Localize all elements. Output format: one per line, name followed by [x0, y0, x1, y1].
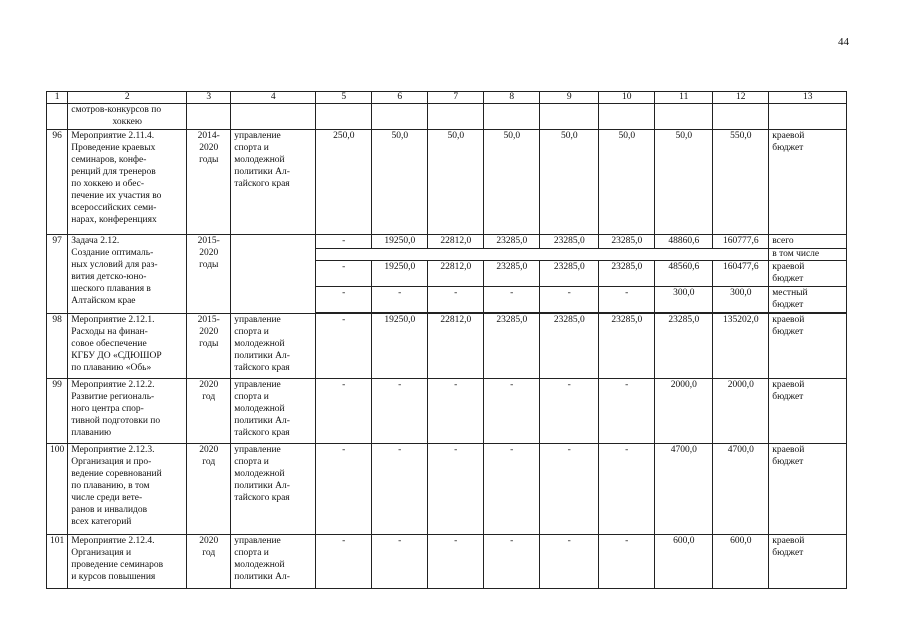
text-line: год — [202, 392, 216, 402]
text-line: бюджет — [772, 548, 804, 558]
value-cell: - — [484, 287, 540, 313]
table-row — [47, 444, 847, 535]
value-cell: - — [599, 287, 655, 313]
funding-source — [769, 379, 847, 444]
text-line: управление — [234, 536, 281, 546]
text-line: числе среди вете- — [71, 493, 143, 503]
column-header: 4 — [231, 92, 316, 104]
value-cell: - — [316, 535, 372, 589]
text-line: тайского края — [234, 428, 290, 438]
funding-source — [769, 535, 847, 589]
text-line: по хоккею и обес- — [71, 179, 145, 189]
text-line: плаванию — [71, 428, 112, 438]
text-line: управление — [234, 315, 281, 325]
row-number: 97 — [47, 235, 68, 314]
text-line: 2020 — [199, 248, 219, 258]
text-line: спорта и — [234, 143, 269, 153]
funding-source: краевой бюджет — [769, 261, 847, 287]
text-line: молодежной — [234, 560, 285, 570]
text-line: 2020 — [199, 536, 219, 546]
text-line: 2020 — [199, 380, 219, 390]
text-line: бюджет — [772, 143, 804, 153]
row-number: 98 — [47, 314, 68, 379]
text-line: всероссийских семи- — [71, 203, 157, 213]
years — [187, 314, 231, 379]
text-line: шеского плавания в — [71, 284, 151, 294]
text-line: управление — [234, 380, 281, 390]
cell — [484, 104, 540, 130]
value-cell: 550,0 — [713, 130, 769, 235]
column-header: 12 — [713, 92, 769, 104]
activity-description — [68, 314, 187, 379]
text-line: год — [202, 457, 216, 467]
cell — [599, 104, 655, 130]
text-line: год — [202, 548, 216, 558]
funding-source: в том числе — [769, 249, 847, 261]
activity-description — [68, 444, 187, 535]
executor — [231, 235, 316, 314]
text-line: семинаров, конфе- — [71, 155, 147, 165]
text-line: нарах, конференциях — [71, 215, 157, 225]
value-cell: - — [428, 379, 484, 444]
value-cell: - — [316, 314, 372, 379]
text-line: молодежной — [234, 155, 285, 165]
value-cell: 48860,6 — [655, 235, 713, 249]
value-cell: 19250,0 — [372, 314, 428, 379]
text-line: 2020 — [199, 143, 219, 153]
funding-source — [769, 130, 847, 235]
executor — [231, 314, 316, 379]
cell — [655, 104, 713, 130]
value-cell: 50,0 — [655, 130, 713, 235]
column-header: 10 — [599, 92, 655, 104]
task-description — [68, 235, 187, 314]
text-line: краевой — [772, 536, 805, 546]
column-header: 6 — [372, 92, 428, 104]
value-cell: - — [372, 444, 428, 535]
years — [187, 235, 231, 314]
table-row — [47, 535, 847, 589]
table-row — [47, 235, 847, 249]
text-line: ных условий для раз- — [71, 260, 158, 270]
text-line: ведение соревнований — [71, 469, 162, 479]
cell — [428, 104, 484, 130]
text-line: годы — [199, 339, 219, 349]
value-cell: - — [428, 535, 484, 589]
cell — [540, 104, 599, 130]
text-line: краевой — [772, 131, 805, 141]
text-line: спорта и — [234, 327, 269, 337]
funding-source — [769, 444, 847, 535]
text-line: спорта и — [234, 457, 269, 467]
value-cell: 22812,0 — [428, 314, 484, 379]
value-cell: - — [599, 444, 655, 535]
cell — [316, 249, 769, 261]
text-line: годы — [199, 155, 219, 165]
value-cell: - — [540, 444, 599, 535]
executor — [231, 535, 316, 589]
value-cell: - — [316, 444, 372, 535]
text-line: краевой — [772, 315, 805, 325]
value-cell: 4700,0 — [655, 444, 713, 535]
carryover-text: смотров-конкурсов по хоккею — [68, 104, 187, 130]
text-line: тайского края — [234, 179, 290, 189]
text-line: вития детско-юно- — [71, 272, 147, 282]
funding-source: местный бюджет — [769, 287, 847, 313]
value-cell: 48560,6 — [655, 261, 713, 287]
cell — [47, 104, 68, 130]
activity-description — [68, 130, 187, 235]
text-line: ранов и инвалидов — [71, 505, 148, 515]
activity-description — [68, 379, 187, 444]
text-line: годы — [199, 260, 219, 270]
funding-source — [769, 314, 847, 379]
table-row — [47, 314, 847, 379]
text-line: Создание оптималь- — [71, 248, 154, 258]
value-cell: 135202,0 — [713, 314, 769, 379]
value-cell: 50,0 — [428, 130, 484, 235]
column-header: 1 — [47, 92, 68, 104]
row-number: 101 — [47, 535, 68, 589]
value-cell: - — [316, 379, 372, 444]
text-line: бюджет — [772, 327, 804, 337]
value-cell: 23285,0 — [599, 235, 655, 249]
text-line: ного центра спор- — [71, 404, 144, 414]
executor — [231, 130, 316, 235]
cell — [769, 104, 847, 130]
value-cell: 160477,6 — [713, 261, 769, 287]
table-row — [47, 104, 847, 130]
value-cell: 22812,0 — [428, 235, 484, 249]
text-line: молодежной — [234, 404, 285, 414]
text-line: всех категорий — [71, 517, 132, 527]
text-line: спорта и — [234, 548, 269, 558]
text-line: ренций для тренеров — [71, 167, 156, 177]
row-number: 96 — [47, 130, 68, 235]
text-line: политики Ал- — [234, 416, 290, 426]
value-cell: 23285,0 — [540, 235, 599, 249]
value-cell: 23285,0 — [484, 314, 540, 379]
text-line: Организация и про- — [71, 457, 152, 467]
text-line: управление — [234, 445, 281, 455]
column-header: 2 — [68, 92, 187, 104]
text-line: политики Ал- — [234, 351, 290, 361]
value-cell: - — [372, 287, 428, 313]
value-cell: 23285,0 — [599, 314, 655, 379]
text-line: молодежной — [234, 469, 285, 479]
cell — [713, 104, 769, 130]
value-cell: 160777,6 — [713, 235, 769, 249]
value-cell: 19250,0 — [372, 235, 428, 249]
value-cell: 600,0 — [713, 535, 769, 589]
text-line: молодежной — [234, 339, 285, 349]
text-line: Мероприятие 2.11.4. — [71, 131, 155, 141]
text-line: Проведение краевых — [71, 143, 156, 153]
value-cell: 4700,0 — [713, 444, 769, 535]
text-line: политики Ал- — [234, 167, 290, 177]
executor — [231, 444, 316, 535]
text-line: Мероприятие 2.12.3. — [71, 445, 155, 455]
value-cell: 250,0 — [316, 130, 372, 235]
table-row — [47, 130, 847, 235]
text-line: Задача 2.12. — [71, 236, 120, 246]
value-cell: - — [428, 444, 484, 535]
text-line: 2015- — [197, 315, 220, 325]
years — [187, 444, 231, 535]
years — [187, 379, 231, 444]
value-cell: - — [484, 444, 540, 535]
text-line: тайского края — [234, 493, 290, 503]
value-cell: 2000,0 — [713, 379, 769, 444]
text-line: краевой — [772, 380, 805, 390]
text-line: по плаванию, в том — [71, 481, 150, 491]
cell — [187, 104, 231, 130]
value-cell: - — [599, 379, 655, 444]
text-line: печение их участия во — [71, 191, 162, 201]
column-header: 3 — [187, 92, 231, 104]
text-line: Мероприятие 2.12.1. — [71, 315, 155, 325]
text-line: 2015- — [197, 236, 220, 246]
value-cell: 50,0 — [484, 130, 540, 235]
row-number: 99 — [47, 379, 68, 444]
text-line: проведение семинаров — [71, 560, 164, 570]
value-cell: - — [540, 535, 599, 589]
text-line: по плаванию «Обь» — [71, 363, 152, 373]
years — [187, 130, 231, 235]
value-cell: 23285,0 — [484, 235, 540, 249]
value-cell: 23285,0 — [484, 261, 540, 287]
text-line: Организация и — [71, 548, 132, 558]
text-line: спорта и — [234, 392, 269, 402]
value-cell: - — [484, 535, 540, 589]
text-line: и курсов повышения — [71, 572, 156, 582]
header-row — [47, 92, 847, 104]
value-cell: 22812,0 — [428, 261, 484, 287]
cell — [316, 104, 372, 130]
value-cell: - — [540, 379, 599, 444]
value-cell: 23285,0 — [655, 314, 713, 379]
text-line: Развитие региональ- — [71, 392, 155, 402]
table-row — [47, 379, 847, 444]
page-number: 44 — [838, 36, 849, 48]
text-line: совое обеспечение — [71, 339, 147, 349]
value-cell: 50,0 — [540, 130, 599, 235]
value-cell: 23285,0 — [599, 261, 655, 287]
text-line: тайского края — [234, 363, 290, 373]
text-line: Расходы на финан- — [71, 327, 148, 337]
text-line: 2014- — [197, 131, 220, 141]
text-line: бюджет — [772, 457, 804, 467]
text-line: 2020 — [199, 327, 219, 337]
value-cell: - — [316, 261, 372, 287]
value-cell: - — [316, 287, 372, 313]
value-cell: - — [540, 287, 599, 313]
value-cell: 600,0 — [655, 535, 713, 589]
text-line: политики Ал- — [234, 572, 290, 582]
years — [187, 535, 231, 589]
executor — [231, 379, 316, 444]
row-number: 100 — [47, 444, 68, 535]
text-line: управление — [234, 131, 281, 141]
value-cell: 19250,0 — [372, 261, 428, 287]
text-line: Алтайском крае — [71, 296, 136, 306]
column-header: 11 — [655, 92, 713, 104]
value-cell: 50,0 — [599, 130, 655, 235]
value-cell: 300,0 — [655, 287, 713, 313]
value-cell: 23285,0 — [540, 314, 599, 379]
activity-description — [68, 535, 187, 589]
value-cell: - — [372, 535, 428, 589]
cell — [231, 104, 316, 130]
value-cell: - — [316, 235, 372, 249]
text-line: Мероприятие 2.12.4. — [71, 536, 155, 546]
value-cell: - — [484, 379, 540, 444]
value-cell: 2000,0 — [655, 379, 713, 444]
value-cell: 23285,0 — [540, 261, 599, 287]
value-cell: - — [599, 535, 655, 589]
value-cell: 50,0 — [372, 130, 428, 235]
column-header: 8 — [484, 92, 540, 104]
text-line: краевой — [772, 445, 805, 455]
column-header: 7 — [428, 92, 484, 104]
value-cell: - — [428, 287, 484, 313]
column-header: 5 — [316, 92, 372, 104]
text-line: бюджет — [772, 392, 804, 402]
budget-table — [46, 91, 847, 589]
value-cell: - — [372, 379, 428, 444]
text-line: политики Ал- — [234, 481, 290, 491]
text-line: тивной подготовки по — [71, 416, 161, 426]
column-header: 13 — [769, 92, 847, 104]
text-line: КГБУ ДО «СДЮШОР — [71, 351, 162, 361]
text-line: 2020 — [199, 445, 219, 455]
funding-source: всего — [769, 235, 847, 249]
value-cell: 300,0 — [713, 287, 769, 313]
text-line: Мероприятие 2.12.2. — [71, 380, 155, 390]
cell — [372, 104, 428, 130]
column-header: 9 — [540, 92, 599, 104]
